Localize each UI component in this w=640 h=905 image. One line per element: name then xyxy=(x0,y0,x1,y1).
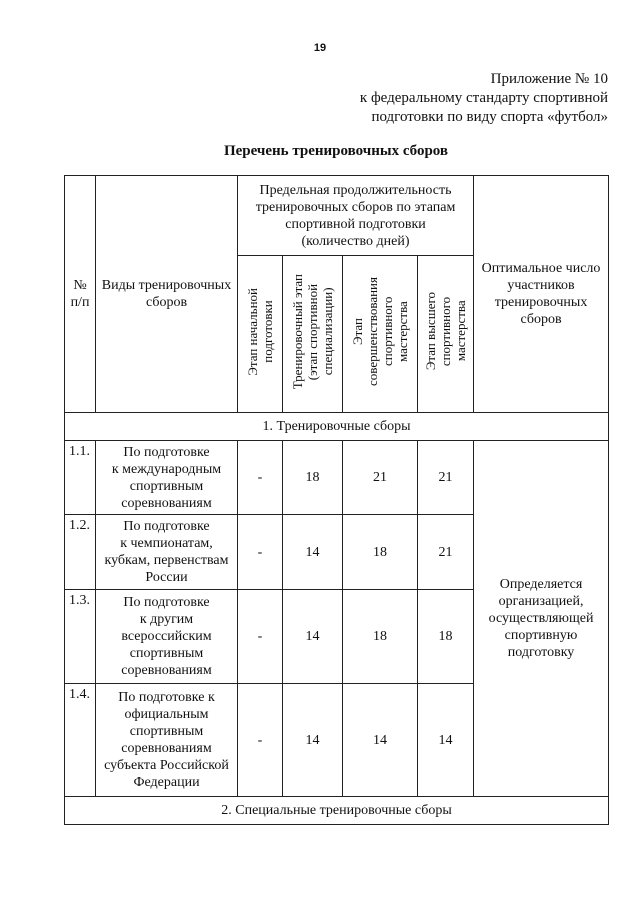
header-stage-initial-label: Этап начальной подготовки xyxy=(245,287,275,376)
row-stage-initial: - xyxy=(238,684,283,797)
row-stage-higher: 21 xyxy=(418,515,474,590)
header-stage-improvement xyxy=(343,256,418,413)
row-stage-training: 14 xyxy=(283,684,343,797)
row-number: 1.3. xyxy=(65,590,96,684)
header-stage-higher xyxy=(418,256,474,413)
row-stage-initial: - xyxy=(238,515,283,590)
page-number: 19 xyxy=(313,42,327,54)
section-training-camps: 1. Тренировочные сборы xyxy=(65,413,609,441)
row-stage-training: 18 xyxy=(283,441,343,515)
row-camp-type: По подготовке к официальным спортивным соревнованиям субъекта Российской Федерации xyxy=(96,684,238,797)
row-stage-improvement: 18 xyxy=(343,590,418,684)
header-number: № п/п xyxy=(65,176,96,413)
document-title: Перечень тренировочных сборов xyxy=(223,143,449,159)
row-stage-higher: 14 xyxy=(418,684,474,797)
row-stage-improvement: 14 xyxy=(343,684,418,797)
appendix-reference xyxy=(360,70,608,127)
participants-merged-cell: Определяется организацией, осуществляющей спортивную подготовку xyxy=(474,441,609,797)
row-number: 1.2. xyxy=(65,515,96,590)
section-special-training-camps: 2. Специальные тренировочные сборы xyxy=(65,797,609,825)
row-stage-training: 14 xyxy=(283,590,343,684)
row-stage-training: 14 xyxy=(283,515,343,590)
row-stage-higher: 21 xyxy=(418,441,474,515)
header-stage-initial xyxy=(238,256,283,413)
row-camp-type: По подготовке к чемпионатам, кубкам, первенствам России xyxy=(96,515,238,590)
appendix-line-2: к федеральному стандарту спортивной xyxy=(359,90,608,106)
row-number: 1.4. xyxy=(65,684,96,797)
header-optimal-participants: Оптимальное число участников тренировочных сборов xyxy=(474,176,609,413)
training-camps-table xyxy=(64,175,609,825)
row-stage-initial: - xyxy=(238,441,283,515)
appendix-line-3: подготовки по виду спорта «футбол» xyxy=(371,109,608,125)
header-stage-improvement-label: Этап совершенствования спортивного мастерства xyxy=(350,277,410,386)
row-camp-type: По подготовке к другим всероссийским спортивным соревнованиям xyxy=(96,590,238,684)
header-camp-types: Виды тренировочных сборов xyxy=(96,176,238,413)
row-stage-improvement: 18 xyxy=(343,515,418,590)
header-max-duration: Предельная продолжительность тренировочных сборов по этапам спортивной подготовки (количество дней) xyxy=(238,176,474,256)
row-stage-initial: - xyxy=(238,590,283,684)
header-stage-higher-label: Этап высшего спортивного мастерства xyxy=(423,292,469,371)
table-row xyxy=(65,441,609,515)
row-number: 1.1. xyxy=(65,441,96,515)
appendix-line-1: Приложение № 10 xyxy=(490,71,608,87)
row-stage-higher: 18 xyxy=(418,590,474,684)
row-camp-type: По подготовке к международным спортивным соревнованиям xyxy=(96,441,238,515)
header-stage-training-label: Тренировочный этап (этап спортивной специализации) xyxy=(290,273,335,390)
header-stage-training xyxy=(283,256,343,413)
row-stage-improvement: 21 xyxy=(343,441,418,515)
